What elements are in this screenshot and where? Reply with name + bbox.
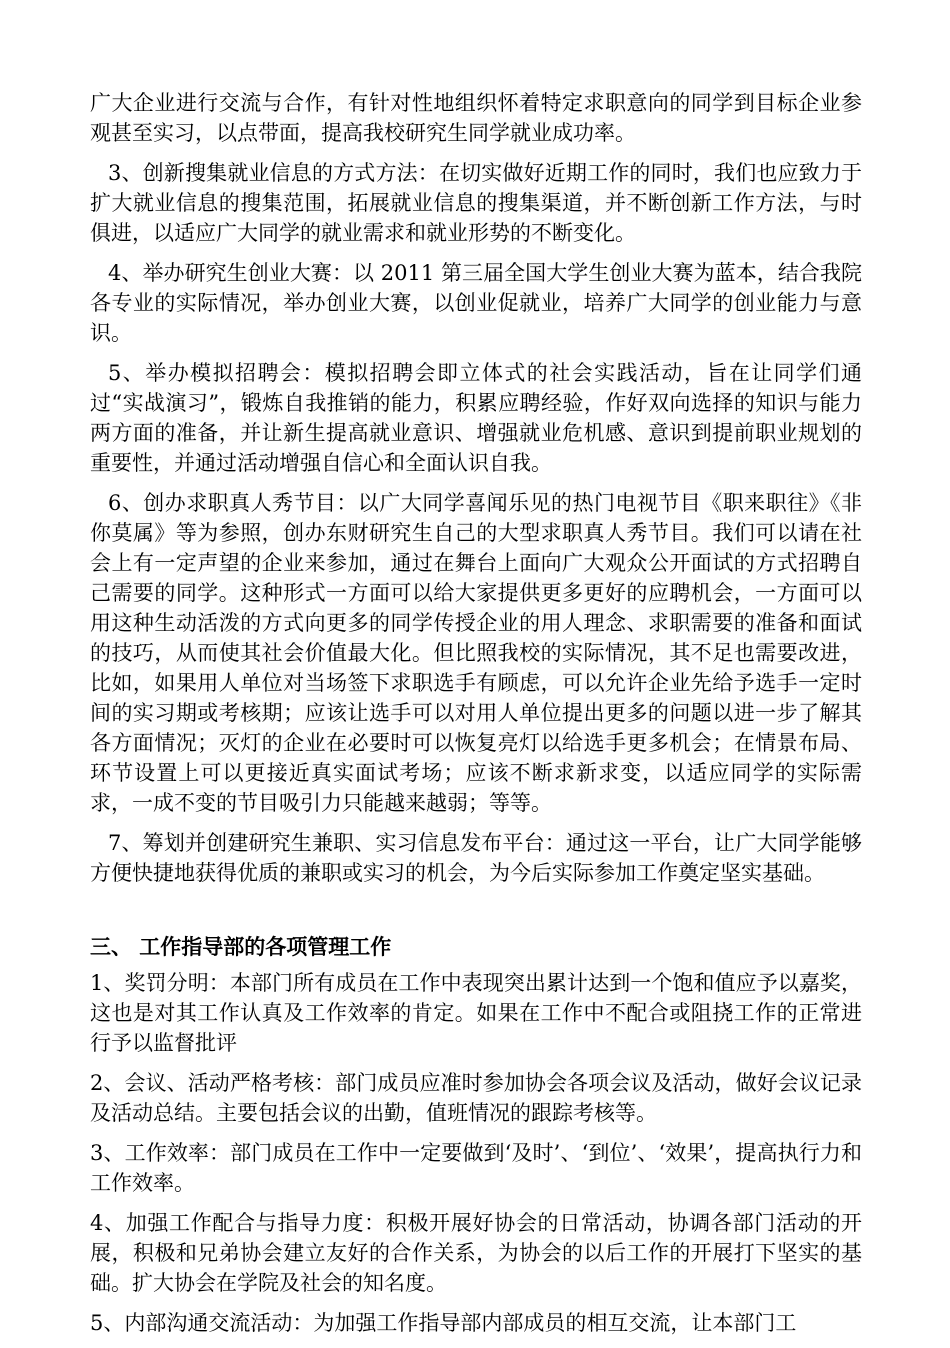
document-page (90, 88, 862, 1348)
section-3-item-2: 2、会议、活动严格考核：部门成员应准时参加协会各项会议及活动，做好会议记录及活动总结。主要包括会议的出勤，值班情况的跟踪考核等。 (90, 1071, 862, 1125)
section-3-heading: 三、 工作指导部的各项管理工作 (90, 935, 392, 959)
item-7-paragraph: 7、筹划并创建研究生兼职、实习信息发布平台：通过这一平台，让广大同学能够方便快捷地获得优质的兼职或实习的机会，为今后实际参加工作奠定坚实基础。 (90, 831, 862, 885)
section-3-item-3: 3、工作效率：部门成员在工作中一定要做到‘及时’、‘到位’、‘效果’，提高执行力和工作效率。 (90, 1141, 862, 1195)
continuation-paragraph: 广大企业进行交流与合作，有针对性地组织怀着特定求职意向的同学到目标企业参观甚至实习，以点带面，提高我校研究生同学就业成功率。 (90, 91, 862, 145)
section-3-item-5: 5、内部沟通交流活动：为加强工作指导部内部成员的相互交流，让本部门工 (90, 1311, 797, 1335)
item-5-paragraph: 5、举办模拟招聘会：模拟招聘会即立体式的社会实践活动，旨在让同学们通过“实战演习”，锻炼自我推销的能力，积累应聘经验，作好双向选择的知识与能力两方面的准备，并让新生提高就业意识、增强就业危机感、意识到提前职业规划的重要性，并通过活动增强自信心和全面认识自我。 (90, 361, 862, 475)
item-6-paragraph: 6、创办求职真人秀节目：以广大同学喜闻乐见的热门电视节目《职来职往》《非你莫属》等为参照，创办东财研究生自己的大型求职真人秀节目。我们可以请在社会上有一定声望的企业来参加，通过在舞台上面向广大观众公开面试的方式招聘自己需要的同学。这种形式一方面可以给大家提供更多更好的应聘机会，一方面可以用这种生动活泼的方式向更多的同学传授企业的用人理念、求职需要的准备和面试的技巧，从而使其社会价值最大化。但比照我校的实际情况，其不足也需要改进，比如，如果用人单位对当场签下求职选手有顾虑，可以允许企业先给予选手一定时间的实习期或考核期；应该让选手可以对用人单位提出更多的问题以进一步了解其各方面情况；灭灯的企业在必要时可以恢复亮灯以给选手更多机会；在情景布局、环节设置上可以更接近真实面试考场；应该不断求新求变，以适应同学的实际需求，一成不变的节目吸引力只能越来越弱；等等。 (90, 491, 862, 815)
section-3-item-4: 4、加强工作配合与指导力度：积极开展好协会的日常活动，协调各部门活动的开展，积极和兄弟协会建立友好的合作关系，为协会的以后工作的开展打下坚实的基础。扩大协会在学院及社会的知名度。 (90, 1211, 862, 1295)
item-4-paragraph: 4、举办研究生创业大赛：以 2011 第三届全国大学生创业大赛为蓝本，结合我院各专业的实际情况，举办创业大赛，以创业促就业，培养广大同学的创业能力与意识。 (90, 261, 862, 345)
item-3-paragraph: 3、创新搜集就业信息的方式方法：在切实做好近期工作的同时，我们也应致力于扩大就业信息的搜集范围，拓展就业信息的搜集渠道，并不断创新工作方法，与时俱进，以适应广大同学的就业需求和就业形势的不断变化。 (90, 161, 862, 245)
section-3-item-1: 1、奖罚分明：本部门所有成员在工作中表现突出累计达到一个饱和值应予以嘉奖，这也是对其工作认真及工作效率的肯定。如果在工作中不配合或阻挠工作的正常进行予以监督批评 (90, 971, 862, 1055)
